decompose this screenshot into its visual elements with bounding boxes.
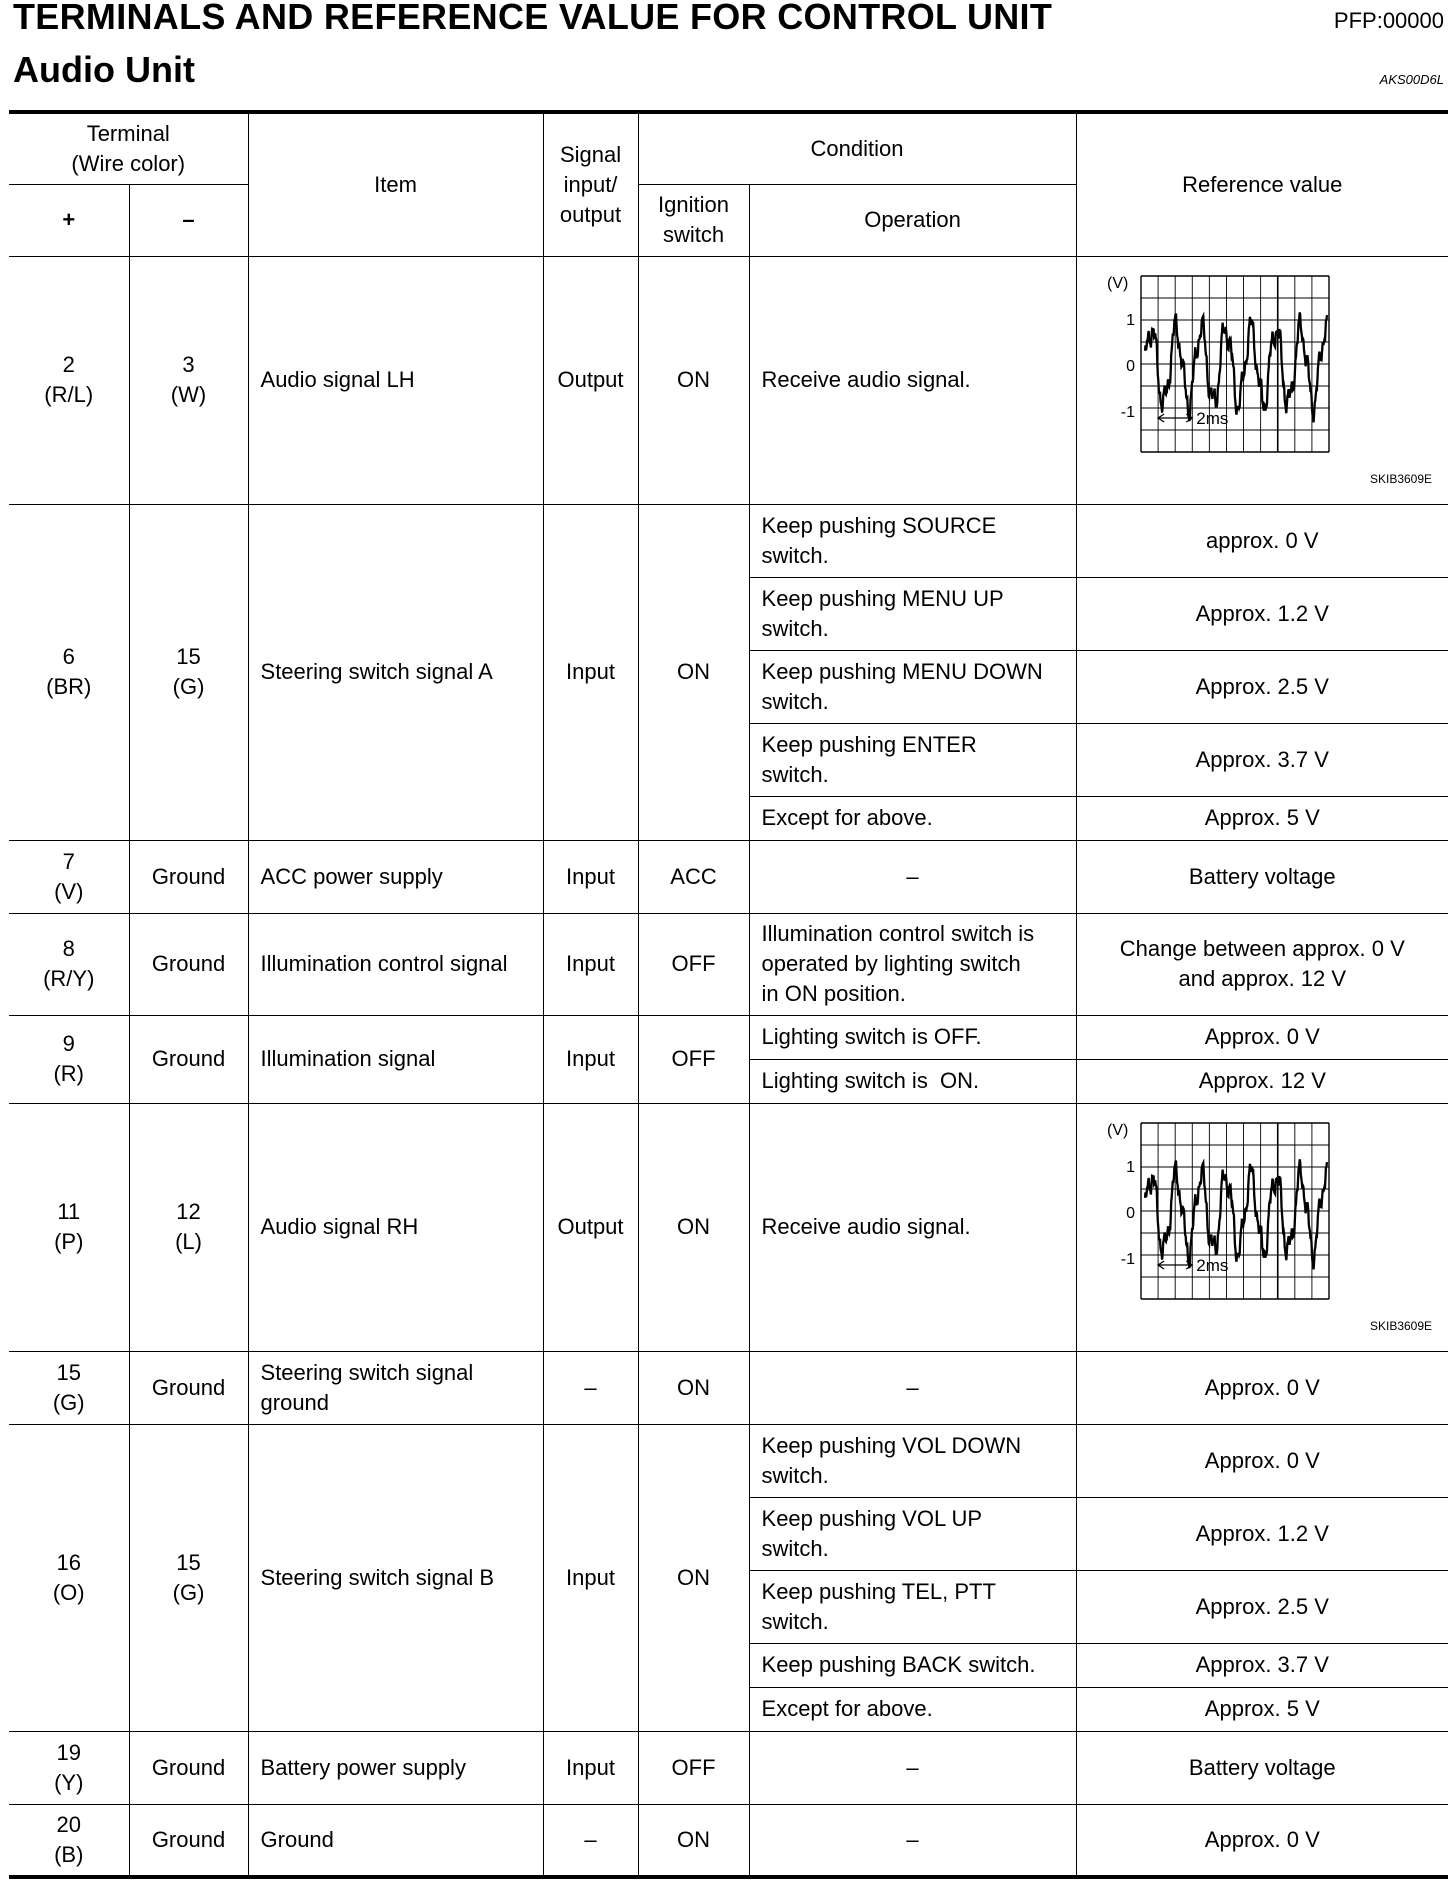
item-cell: Illumination control signal — [248, 913, 543, 1015]
operation-cell: Receive audio signal. — [749, 256, 1076, 504]
table-row — [9, 1804, 1448, 1877]
plus-terminal: 19 (Y) — [9, 1731, 129, 1804]
minus-terminal: Ground — [129, 913, 248, 1015]
terminal-reference-table — [9, 110, 1448, 1879]
item-cell: Ground — [248, 1804, 543, 1877]
reference-cell: Approx. 5 V — [1076, 1687, 1448, 1731]
y-tick-label: 0 — [1125, 358, 1135, 375]
plus-terminal: 9 (R) — [9, 1015, 129, 1103]
ignition-cell: ON — [638, 1351, 749, 1424]
reference-cell: Approx. 0 V — [1076, 1804, 1448, 1877]
signal-cell: Input — [543, 913, 638, 1015]
minus-terminal: Ground — [129, 1015, 248, 1103]
reference-cell: Battery voltage — [1076, 840, 1448, 913]
oscilloscope-waveform — [1077, 260, 1449, 500]
unit-label: (V) — [1106, 1122, 1128, 1139]
reference-cell — [1076, 256, 1448, 504]
y-tick-label: -1 — [1120, 1251, 1135, 1268]
operation-cell: – — [749, 1804, 1076, 1877]
operation-cell: Keep pushing MENU DOWN switch. — [749, 650, 1076, 723]
reference-cell: Approx. 0 V — [1076, 1351, 1448, 1424]
operation-cell: – — [749, 1351, 1076, 1424]
signal-cell: Input — [543, 1015, 638, 1103]
plus-terminal: 2 (R/L) — [9, 256, 129, 504]
reference-header: Reference value — [1076, 112, 1448, 256]
terminal-header: Terminal (Wire color) — [9, 112, 248, 184]
plus-terminal: 11 (P) — [9, 1103, 129, 1351]
ignition-cell: ON — [638, 504, 749, 840]
operation-cell: Lighting switch is ON. — [749, 1059, 1076, 1103]
time-scale-label: 2ms — [1195, 409, 1228, 428]
operation-cell: Keep pushing VOL UP switch. — [749, 1497, 1076, 1570]
minus-terminal: Ground — [129, 1804, 248, 1877]
reference-cell: Approx. 1.2 V — [1076, 1497, 1448, 1570]
operation-cell: Keep pushing TEL, PTT switch. — [749, 1570, 1076, 1643]
operation-cell: – — [749, 840, 1076, 913]
item-cell: Audio signal LH — [248, 256, 543, 504]
table-row — [9, 1015, 1448, 1059]
plus-terminal: 15 (G) — [9, 1351, 129, 1424]
reference-cell: approx. 0 V — [1076, 504, 1448, 577]
table-row — [9, 504, 1448, 577]
reference-cell: Approx. 0 V — [1076, 1424, 1448, 1497]
operation-cell: Keep pushing BACK switch. — [749, 1643, 1076, 1687]
item-cell: Illumination signal — [248, 1015, 543, 1103]
y-tick-label: 1 — [1125, 1159, 1135, 1176]
signal-cell: Input — [543, 1424, 638, 1731]
item-cell: Steering switch signal B — [248, 1424, 543, 1731]
ignition-cell: ON — [638, 1804, 749, 1877]
operation-cell: Lighting switch is OFF. — [749, 1015, 1076, 1059]
signal-cell: Input — [543, 504, 638, 840]
signal-trace — [1145, 1159, 1327, 1269]
ignition-header: Ignition switch — [638, 184, 749, 256]
reference-cell: Approx. 3.7 V — [1076, 723, 1448, 796]
ignition-cell: OFF — [638, 1731, 749, 1804]
oscilloscope-waveform — [1077, 1107, 1449, 1347]
operation-cell: Keep pushing ENTER switch. — [749, 723, 1076, 796]
minus-terminal: Ground — [129, 840, 248, 913]
operation-cell: Keep pushing SOURCE switch. — [749, 504, 1076, 577]
reference-cell: Approx. 3.7 V — [1076, 1643, 1448, 1687]
table-row — [9, 256, 1448, 504]
item-cell: Steering switch signal ground — [248, 1351, 543, 1424]
reference-cell — [1076, 1103, 1448, 1351]
table-row — [9, 1731, 1448, 1804]
reference-cell: Approx. 1.2 V — [1076, 577, 1448, 650]
ignition-cell: ON — [638, 1424, 749, 1731]
reference-cell: Battery voltage — [1076, 1731, 1448, 1804]
reference-cell: Approx. 2.5 V — [1076, 650, 1448, 723]
reference-id: AKS00D6L — [1379, 72, 1444, 87]
reference-cell: Approx. 0 V — [1076, 1015, 1448, 1059]
signal-cell: Output — [543, 1103, 638, 1351]
minus-terminal: Ground — [129, 1731, 248, 1804]
condition-header: Condition — [638, 112, 1076, 184]
ignition-cell: ACC — [638, 840, 749, 913]
y-tick-label: -1 — [1120, 404, 1135, 421]
y-tick-label: 0 — [1125, 1205, 1135, 1222]
table-header-row — [9, 112, 1448, 184]
minus-terminal: 12 (L) — [129, 1103, 248, 1351]
y-tick-label: 1 — [1125, 312, 1135, 329]
item-cell: Battery power supply — [248, 1731, 543, 1804]
ignition-cell: OFF — [638, 913, 749, 1015]
plus-header: + — [9, 184, 129, 256]
plus-terminal: 8 (R/Y) — [9, 913, 129, 1015]
operation-cell: – — [749, 1731, 1076, 1804]
pfp-code: PFP:00000 — [1333, 8, 1444, 33]
time-scale-label: 2ms — [1195, 1256, 1228, 1275]
operation-cell: Keep pushing VOL DOWN switch. — [749, 1424, 1076, 1497]
operation-cell: Illumination control switch is operated by lighting switch in ON position. — [749, 913, 1076, 1015]
table-row — [9, 913, 1448, 1015]
minus-terminal: 15 (G) — [129, 504, 248, 840]
signal-cell: Input — [543, 1731, 638, 1804]
table-row — [9, 840, 1448, 913]
plus-terminal: 20 (B) — [9, 1804, 129, 1877]
ignition-cell: OFF — [638, 1015, 749, 1103]
reference-cell: Approx. 12 V — [1076, 1059, 1448, 1103]
plus-terminal: 16 (O) — [9, 1424, 129, 1731]
item-cell: ACC power supply — [248, 840, 543, 913]
item-cell: Steering switch signal A — [248, 504, 543, 840]
waveform-caption: SKIB3609E — [1369, 1319, 1433, 1333]
ignition-cell: ON — [638, 1103, 749, 1351]
operation-cell: Except for above. — [749, 796, 1076, 840]
signal-cell: Input — [543, 840, 638, 913]
page-title: TERMINALS AND REFERENCE VALUE FOR CONTROL UNIT — [13, 0, 1053, 37]
plus-terminal: 7 (V) — [9, 840, 129, 913]
minus-terminal: 15 (G) — [129, 1424, 248, 1731]
unit-label: (V) — [1106, 275, 1128, 292]
waveform-graph — [1105, 1115, 1335, 1305]
signal-cell: – — [543, 1804, 638, 1877]
section-title: Audio Unit — [13, 49, 195, 90]
operation-header: Operation — [749, 184, 1076, 256]
item-header: Item — [248, 112, 543, 256]
table-row — [9, 1103, 1448, 1351]
operation-cell: Except for above. — [749, 1687, 1076, 1731]
signal-cell: – — [543, 1351, 638, 1424]
operation-cell: Keep pushing MENU UP switch. — [749, 577, 1076, 650]
reference-cell: Approx. 5 V — [1076, 796, 1448, 840]
signal-trace — [1145, 312, 1327, 422]
minus-terminal: 3 (W) — [129, 256, 248, 504]
minus-header: – — [129, 184, 248, 256]
minus-terminal: Ground — [129, 1351, 248, 1424]
table-row — [9, 1351, 1448, 1424]
signal-cell: Output — [543, 256, 638, 504]
operation-cell: Receive audio signal. — [749, 1103, 1076, 1351]
signal-header: Signal input/ output — [543, 112, 638, 256]
reference-cell: Change between approx. 0 V and approx. 12 V — [1076, 913, 1448, 1015]
table-row — [9, 1424, 1448, 1497]
waveform-graph — [1105, 268, 1335, 458]
reference-cell: Approx. 2.5 V — [1076, 1570, 1448, 1643]
plus-terminal: 6 (BR) — [9, 504, 129, 840]
item-cell: Audio signal RH — [248, 1103, 543, 1351]
ignition-cell: ON — [638, 256, 749, 504]
waveform-caption: SKIB3609E — [1369, 472, 1433, 486]
